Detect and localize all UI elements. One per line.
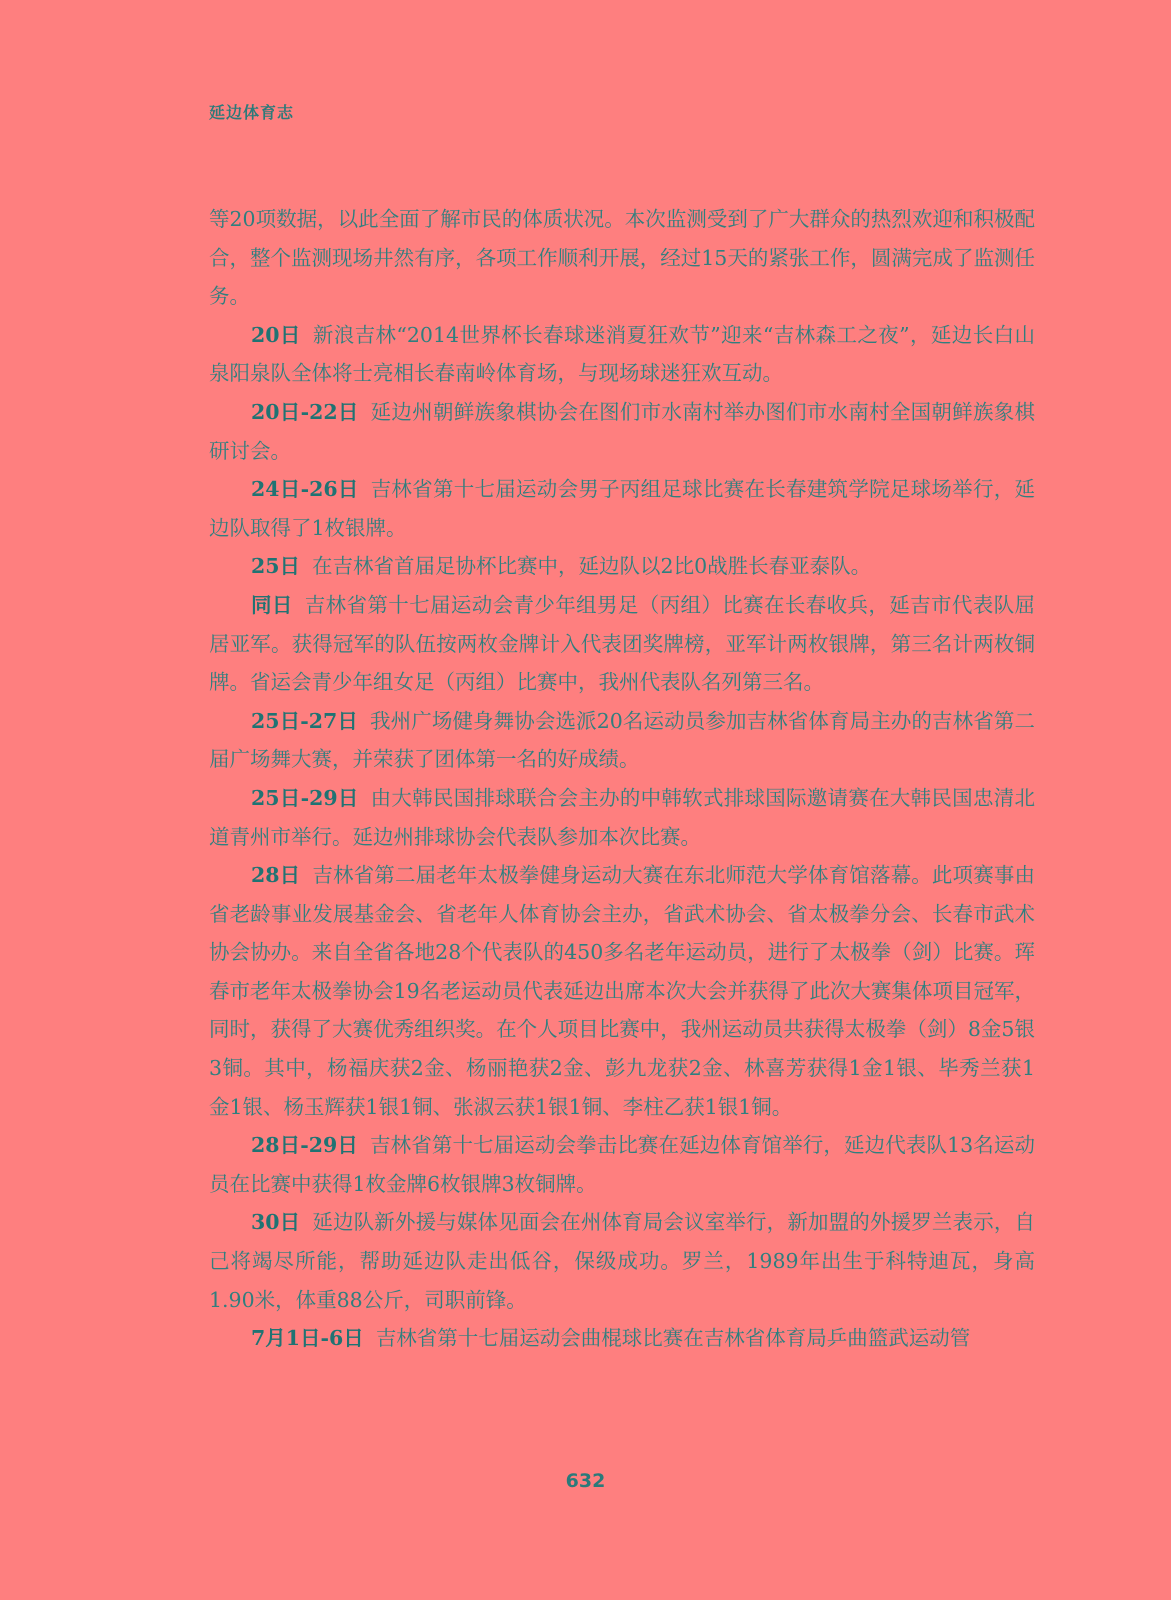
entry-text: 延边队新外援与媒体见面会在州体育局会议室举行，新加盟的外援罗兰表示，自己将竭尽所能，帮助延边队走出低谷，保级成功。罗兰，1989年出生于科特迪瓦，身高1.90米，体重88公斤，司职前锋。	[209, 1210, 1036, 1312]
entry-text: 等20项数据，以此全面了解市民的体质状况。本次监测受到了广大群众的热烈欢迎和积极配合，整个监测现场井然有序，各项工作顺利开展，经过15天的紧张工作，圆满完成了监测任务。	[209, 207, 1035, 309]
entry-text: 吉林省第十七届运动会男子丙组足球比赛在长春建筑学院足球场举行，延边队取得了1枚银牌。	[209, 477, 1035, 540]
entry-paragraph	[209, 316, 1035, 393]
entry-text: 由大韩民国排球联合会主办的中韩软式排球国际邀请赛在大韩民国忠清北道青州市举行。延边州排球协会代表队参加本次比赛。	[209, 785, 1035, 849]
entry-paragraph	[209, 586, 1035, 702]
entry-date: 25日	[251, 554, 301, 579]
entry-paragraph	[209, 547, 1035, 586]
entry-date: 28日	[251, 863, 301, 888]
entry-text: 在吉林省首届足协杯比赛中，延边队以2比0战胜长春亚泰队。	[312, 554, 872, 579]
entry-paragraph	[209, 856, 1035, 1126]
entry-date: 20日-22日	[251, 399, 359, 424]
entry-text: 吉林省第十七届运动会青少年组男足（丙组）比赛在长春收兵，延吉市代表队屈居亚军。获得冠军的队伍按两枚金牌计入代表团奖牌榜，亚军计两枚银牌，第三名计两枚铜牌。省运会青少年组女足（丙组）比赛中，我州代表队名列第三名。	[209, 592, 1035, 695]
entry-paragraph	[209, 1203, 1035, 1319]
entry-date: 25日-27日	[251, 708, 359, 733]
body-text	[209, 200, 1035, 1358]
page-number: 632	[565, 1470, 606, 1492]
entry-date: 30日	[251, 1210, 301, 1235]
entry-paragraph	[209, 393, 1035, 470]
entry-text: 延边州朝鲜族象棋协会在图们市水南村举办图们市水南村全国朝鲜族象棋研讨会。	[209, 399, 1035, 463]
entry-paragraph	[209, 702, 1035, 779]
entry-paragraph	[209, 1126, 1035, 1203]
entry-date: 25日-29日	[251, 785, 359, 810]
entry-text: 吉林省第十七届运动会曲棍球比赛在吉林省体育局乒曲篮武运动管	[375, 1326, 971, 1351]
entry-paragraph	[209, 470, 1035, 547]
entry-text: 吉林省第十七届运动会拳击比赛在延边体育馆举行，延边代表队13名运动员在比赛中获得1枚金牌6枚银牌3枚铜牌。	[209, 1133, 1035, 1196]
entry-text: 我州广场健身舞协会选派20名运动员参加吉林省体育局主办的吉林省第二届广场舞大赛，并荣获了团体第一名的好成绩。	[209, 708, 1035, 772]
entry-paragraph	[209, 779, 1035, 856]
entry-text: 吉林省第二届老年太极拳健身运动大赛在东北师范大学体育馆落幕。此项赛事由省老龄事业发展基金会、省老年人体育协会主办，省武术协会、省太极拳分会、长春市武术协会协办。来自全省各地28个代表队的450多名老年运动员，进行了太极拳（剑）比赛。珲春市老年太极拳协会19名老运动员代表延边出席本次大会并获得了此次大赛集体项目冠军，同时，获得了大赛优秀组织奖。在个人项目比赛中，我州运动员共获得太极拳（剑）8金5银3铜。其中，杨福庆获2金、杨丽艳获2金、彭九龙获2金、林喜芳获得1金1银、毕秀兰获1金1银、杨玉辉获1银1铜、张淑云获1银1铜、李柱乙获1银1铜。	[209, 863, 1036, 1119]
entry-date: 24日-26日	[251, 477, 359, 502]
running-header: 延边体育志	[209, 103, 295, 122]
entry-date: 同日	[251, 592, 293, 617]
entry-date: 28日-29日	[251, 1133, 359, 1158]
entry-date: 20日	[251, 322, 301, 347]
entry-date: 7月1日-6日	[251, 1326, 364, 1351]
entry-text: 新浪吉林“2014世界杯长春球迷消夏狂欢节”迎来“吉林森工之夜”，延边长白山泉阳泉队全体将士亮相长春南岭体育场，与现场球迷狂欢互动。	[209, 322, 1036, 386]
entry-paragraph	[209, 200, 1035, 316]
entry-paragraph	[209, 1319, 1035, 1358]
